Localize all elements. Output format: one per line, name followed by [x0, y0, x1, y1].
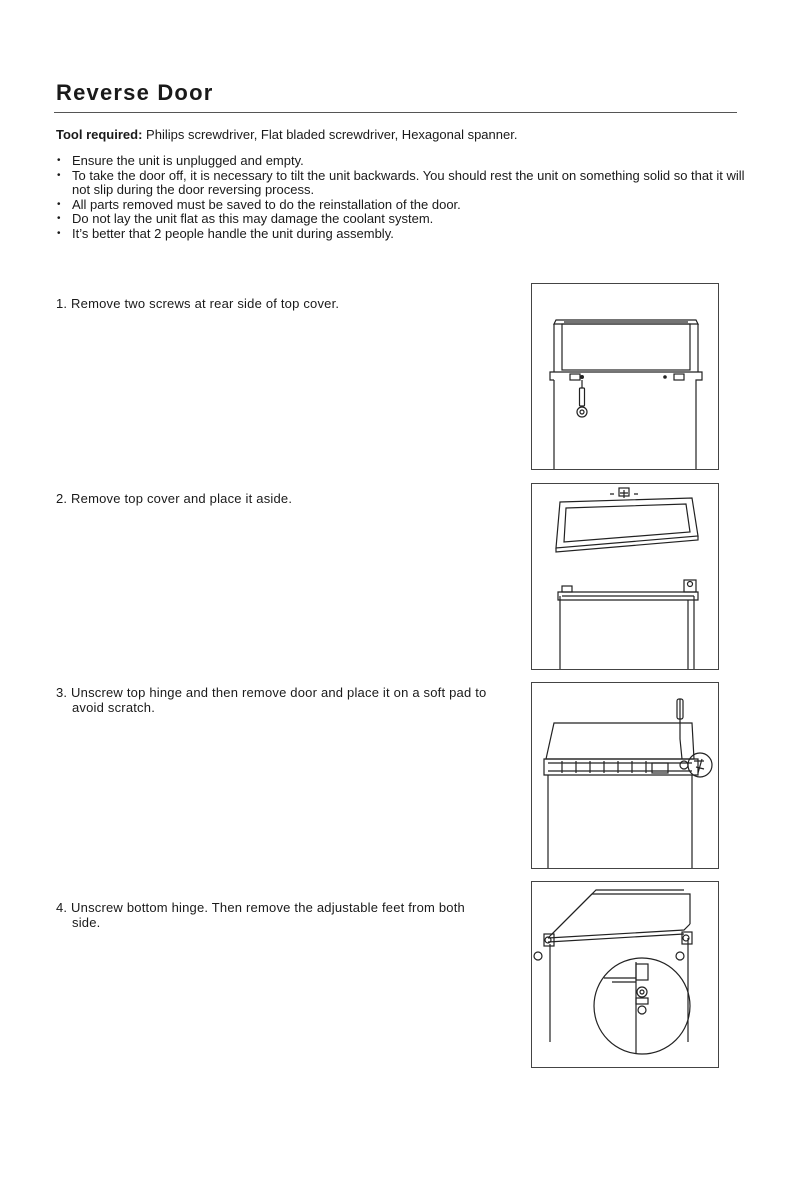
step-1-illustration	[531, 283, 719, 470]
title-divider	[54, 112, 737, 113]
step-3-illustration	[531, 682, 719, 869]
step-1-drawing	[532, 284, 720, 471]
list-item: • To take the door off, it is necessary to tilt the unit backwards. You should rest the unit on something solid so that it will not slip during the door reversing process.	[56, 169, 746, 198]
page-title: Reverse Door	[56, 80, 214, 105]
step-2-drawing	[532, 484, 720, 671]
tool-required-line	[56, 127, 517, 142]
step-2-illustration	[531, 483, 719, 670]
step-1-text	[56, 296, 516, 311]
list-item: • Ensure the unit is unplugged and empty.	[56, 154, 746, 169]
step-3-drawing	[532, 683, 720, 870]
tool-required-text: Philips screwdriver, Flat bladed screwdriver, Hexagonal spanner.	[142, 127, 518, 142]
step-3-text	[56, 685, 516, 715]
step-4-text	[56, 900, 516, 930]
list-item: • Do not lay the unit flat as this may damage the coolant system.	[56, 212, 746, 227]
step-4-line-1: 4. Unscrew bottom hinge. Then remove the adjustable feet from both	[56, 900, 465, 915]
step-2-line-1: 2. Remove top cover and place it aside.	[56, 491, 293, 506]
step-4-illustration	[531, 881, 719, 1068]
step-4-drawing	[532, 882, 720, 1069]
step-2-text	[56, 491, 516, 506]
step-3-line-2: avoid scratch.	[72, 700, 156, 715]
step-3-line-1: 3. Unscrew top hinge and then remove door and place it on a soft pad to	[56, 685, 487, 700]
step-4-line-2: side.	[72, 915, 101, 930]
precaution-list	[56, 154, 746, 241]
list-item: • All parts removed must be saved to do the reinstallation of the door.	[56, 198, 746, 213]
step-1-line-1: 1. Remove two screws at rear side of top cover.	[56, 296, 340, 311]
tool-required-label: Tool required:	[56, 127, 143, 142]
list-item: • It’s better that 2 people handle the unit during assembly.	[56, 227, 746, 242]
